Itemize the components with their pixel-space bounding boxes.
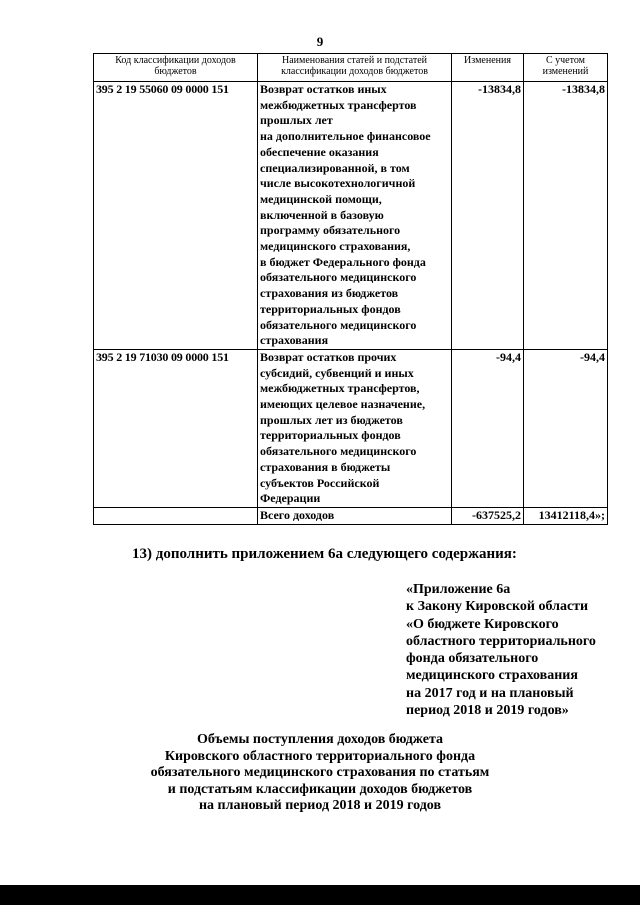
- total-with-changes: 13412118,4»;: [524, 507, 608, 524]
- table-row: [94, 82, 608, 350]
- header-name: Наименования статей и подстатей классификации доходов бюджетов: [258, 54, 452, 82]
- row-change: -13834,8: [452, 82, 524, 350]
- total-empty-cell: [94, 507, 258, 524]
- revenue-table: [93, 53, 608, 525]
- amendment-paragraph: 13) дополнить приложением 6а следующего содержания:: [132, 546, 517, 562]
- table-row: [94, 349, 608, 507]
- page-number: 9: [316, 34, 324, 49]
- table-header-row: [94, 54, 608, 82]
- total-change: -637525,2: [452, 507, 524, 524]
- scan-edge-bar: [0, 885, 640, 905]
- row-change: -94,4: [452, 349, 524, 507]
- row-code: 395 2 19 55060 09 0000 151: [94, 82, 258, 350]
- row-name: Возврат остатков прочих субсидий, субвенций и иных межбюджетных трансфертов, имеющих целевое назначение, прошлых лет из бюджетов территориальных фондов обязательного медицинского страхования в бюджеты субъектов Российской Федерации: [258, 349, 452, 507]
- header-with-changes: С учетом изменений: [524, 54, 608, 82]
- header-change: Изменения: [452, 54, 524, 82]
- document-title: Объемы поступления доходов бюджета Кировского областного территориального фонда обязательного медицинского страхования по статьям и подстатьям классификации доходов бюджетов на плановый период 2018 и 2019 годов: [150, 732, 490, 814]
- row-code: 395 2 19 71030 09 0000 151: [94, 349, 258, 507]
- appendix-note: «Приложение 6а к Закону Кировской области «О бюджете Кировского областного территориального фонда обязательного медицинского страхования на 2017 год и на плановый период 2018 и 2019 годов»: [406, 582, 596, 719]
- row-with-changes: -94,4: [524, 349, 608, 507]
- total-label: Всего доходов: [258, 507, 452, 524]
- table-total-row: [94, 507, 608, 524]
- row-with-changes: -13834,8: [524, 82, 608, 350]
- row-name: Возврат остатков иных межбюджетных трансфертов прошлых лет на дополнительное финансовое обеспечение оказания специализированной, в том числе высокотехнологичной медицинской помощи, включенной в базовую программу обязательного медицинского страхования, в бюджет Федерального фонда обязательного медицинского страхования из бюджетов территориальных фондов обязательного медицинского страхования: [258, 82, 452, 350]
- header-code: Код классификации доходов бюджетов: [94, 54, 258, 82]
